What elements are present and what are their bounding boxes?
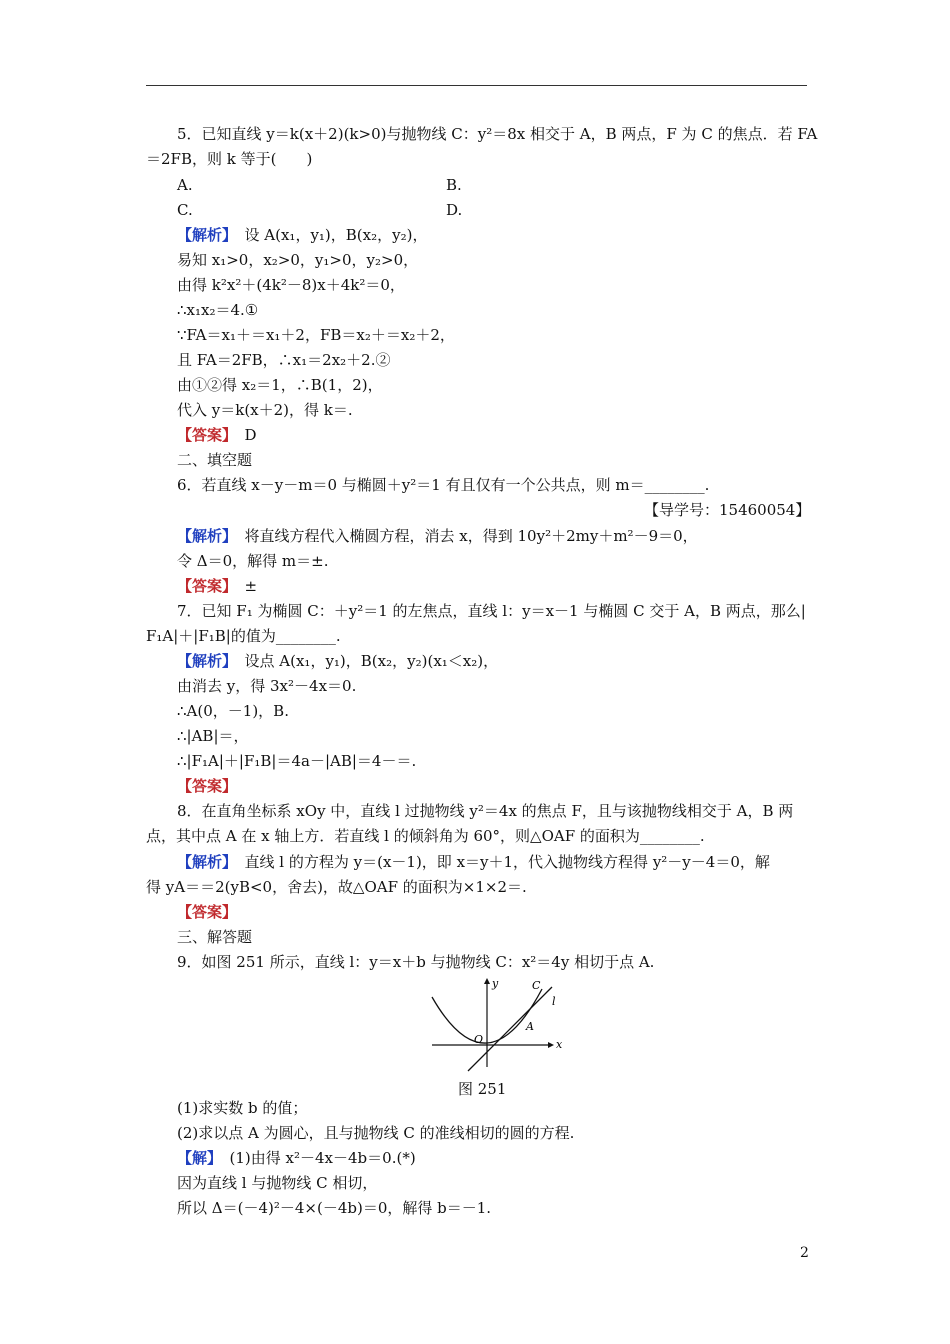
text-line-q9-line1 [177,952,654,972]
text-line-q5-line2 [146,149,312,169]
label-tag: 【答案】 [177,577,230,595]
line-text: 将直线方程代入椭圆方程，消去 x，得到 10y²＋2my＋m²－9＝0， [229,527,698,545]
label-y: y [492,977,499,990]
text-line-q5-sol-7 [177,375,383,395]
text-line-q5-sol-8 [177,400,353,420]
text-line-q6-ans [177,576,257,596]
text-line-q8-sol-1 [177,852,770,872]
line-text: D. [446,201,463,219]
label-tag: 【解析】 [177,226,230,244]
text-line-q5-opt-d [446,200,462,220]
line-text: 得 yA＝＝2(yB<0，舍去)，故△OAF 的面积为×1×2＝. [146,878,527,896]
line-text: C. [177,201,193,219]
text-line-q7-ans [177,776,237,796]
line-text: ＝2FB，则 k 等于( ) [146,150,313,168]
label-c: C [532,979,541,992]
text-line-q5-ans [177,425,257,445]
line-text: A. [177,176,193,194]
text-line-q5-line1 [177,124,817,144]
text-line-q9-sub2 [177,1123,574,1143]
line-text: 6．若直线 x－y－m＝0 与椭圆＋y²＝1 有且仅有一个公共点，则 m＝________. [177,476,710,494]
line-text: (1)求实数 b 的值； [177,1099,308,1117]
text-line-q5-sol-5 [177,325,455,345]
text-line-q5-opt-c [177,200,193,220]
page-number: 2 [800,1245,809,1261]
line-text: (1)由得 x²－4x－4b＝0.(*) [214,1149,416,1167]
line-text: 点，其中点 A 在 x 轴上方．若直线 l 的倾斜角为 60°，则△OAF 的面积为________. [146,827,705,845]
line-text: 5．已知直线 y＝k(x＋2)(k>0)与抛物线 C：y²＝8x 相交于 A，B 两点，F 为 C 的焦点．若 FA [177,125,818,143]
text-line-q8-line1 [177,801,793,821]
line-text: 由①②得 x₂＝1，∴B(1，2)， [177,376,383,394]
text-line-q5-sol-4 [177,300,258,320]
label-o: O [474,1033,484,1046]
text-line-q8-line2 [146,826,705,846]
text-line-q7-sol-2 [177,676,356,696]
text-line-q8-ans [177,902,237,922]
line-text: 且 FA＝2FB，∴x₁＝2x₂＋2.② [177,351,391,369]
line-text: ∵FA＝x₁＋＝x₁＋2，FB＝x₂＋＝x₂＋2， [177,326,455,344]
text-line-section-3 [177,927,252,947]
text-line-q9-sol-2 [177,1173,377,1193]
figure-251 [428,975,568,1075]
line-text: 7．已知 F₁ 为椭圆 C：＋y²＝1 的左焦点，直线 l：y＝x－1 与椭圆 C 交于 A，B 两点，那么| [177,602,806,620]
line-text: 直线 l 的方程为 y＝(x－1)，即 x＝y＋1，代入抛物线方程得 y²－y－4＝0，解 [229,853,770,871]
label-tag: 【答案】 [177,426,230,444]
label-x: x [556,1038,563,1051]
text-line-q7-sol-4 [177,726,249,746]
guide-number: 【导学号：15460054】 [644,501,811,519]
text-line-q5-sol-3 [177,275,405,295]
text-line-q7-sol-5 [177,751,416,771]
line-text: 三、解答题 [177,928,253,946]
line-text: 令 Δ＝0，解得 m＝±. [177,552,329,570]
label-l: l [552,995,556,1008]
text-line-q9-sol-1 [177,1148,416,1168]
line-text: 设 A(x₁，y₁)，B(x₂，y₂)， [229,226,428,244]
text-line-q9-sol-3 [177,1198,491,1218]
figure-caption: 图 251 [458,1080,507,1098]
text-line-q5-sol-6 [177,350,390,370]
header-rule [146,85,807,86]
line-text: ∴|F₁A|＋|F₁B|＝4a－|AB|＝4－＝. [177,752,417,770]
line-text: 因为直线 l 与抛物线 C 相切， [177,1174,378,1192]
label-tag: 【解析】 [177,853,230,871]
text-line-q5-sol-2 [177,250,418,270]
label-tag: 【解析】 [177,527,230,545]
label-tag: 【解】 [177,1149,215,1167]
line-text: B. [446,176,462,194]
line-text: ± [229,577,258,595]
text-line-q7-sol-3 [177,701,289,721]
line-text: 代入 y＝k(x＋2)，得 k＝. [177,401,353,419]
line-text: 8．在直角坐标系 xOy 中，直线 l 过抛物线 y²＝4x 的焦点 F，且与该抛物线相交于 A，B 两 [177,802,794,820]
label-tag: 【解析】 [177,652,230,670]
text-line-q7-line1 [177,601,806,621]
text-line-q8-sol-2 [146,877,527,897]
label-tag: 【答案】 [177,777,238,795]
line-text: 易知 x₁>0，x₂>0，y₁>0，y₂>0， [177,251,419,269]
line-text: 设点 A(x₁，y₁)，B(x₂，y₂)(x₁＜x₂)， [229,652,499,670]
line-text: 9．如图 251 所示，直线 l：y＝x＋b 与抛物线 C：x²＝4y 相切于点 A. [177,953,655,971]
text-line-q5-opt-a [177,175,193,195]
line-text: D [229,426,257,444]
label-tag: 【答案】 [177,903,238,921]
text-line-q6-line1 [177,475,709,495]
line-text: 由消去 y，得 3x²－4x＝0. [177,677,357,695]
label-a: A [526,1020,534,1033]
text-line-q9-sub1 [177,1098,307,1118]
line-text: ∴A(0，－1)，B. [177,702,289,720]
text-line-q5-sol-1 [177,225,427,245]
line-text: F₁A|＋|F₁B|的值为________. [146,627,341,645]
line-text: ∴|AB|＝， [177,727,249,745]
text-line-q7-line2 [146,626,341,646]
line-text: 二、填空题 [177,451,253,469]
text-line-q6-sol-2 [177,551,328,571]
text-line-q7-sol-1 [177,651,498,671]
text-line-section-2 [177,450,252,470]
line-text: (2)求以点 A 为圆心，且与抛物线 C 的准线相切的圆的方程. [177,1124,575,1142]
tangent-line-l [468,987,552,1071]
line-text: ∴x₁x₂＝4.① [177,301,259,319]
text-line-q6-sol-1 [177,526,698,546]
text-line-q5-opt-b [446,175,462,195]
line-text: 所以 Δ＝(－4)²－4×(－4b)＝0，解得 b＝－1. [177,1199,492,1217]
line-text: 由得 k²x²＋(4k²－8)x＋4k²＝0， [177,276,405,294]
x-axis-arrow [548,1042,554,1048]
y-axis-arrow [484,978,490,984]
